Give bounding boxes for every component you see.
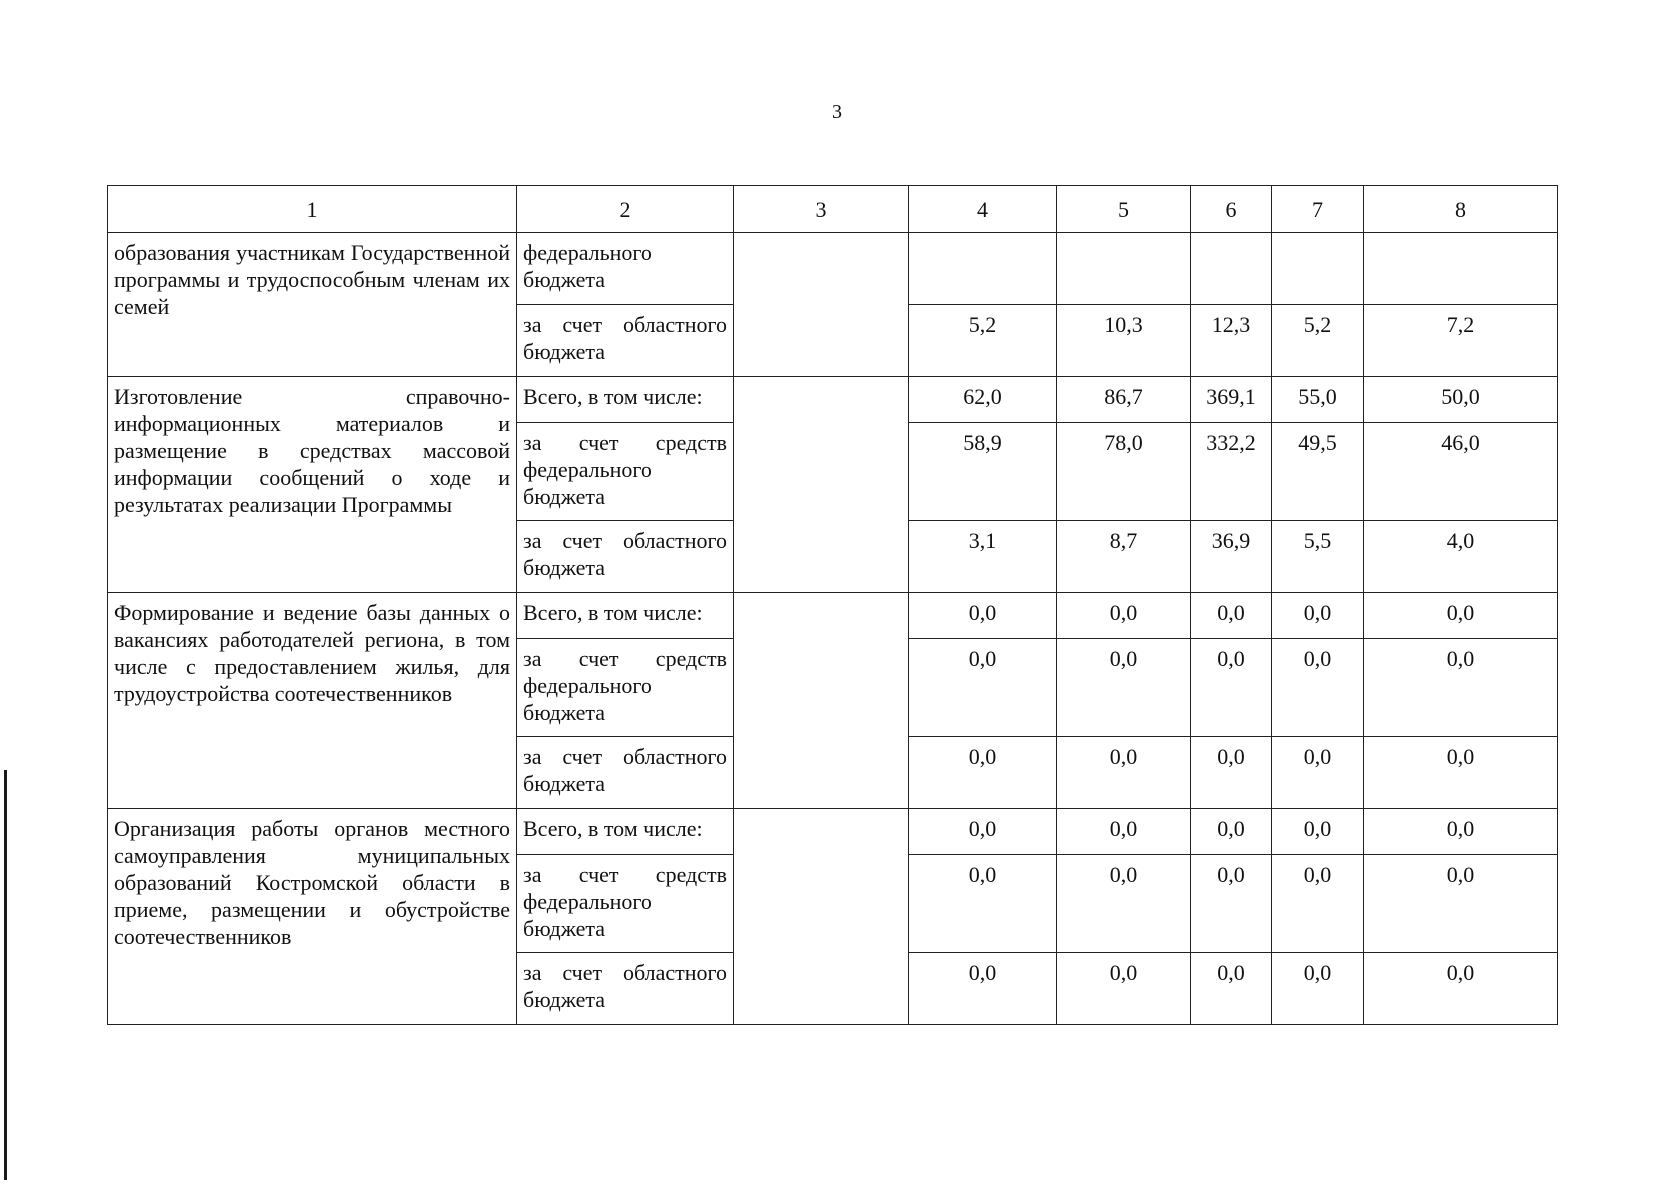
activity-cell: Изготовление справочно-информационных материалов и размещение в средствах массовой информации сообщений о ходе и результатах реализации Программы — [108, 377, 517, 593]
value-cell: 50,0 — [1364, 377, 1558, 423]
value-cell: 0,0 — [909, 593, 1057, 639]
value-cell: 0,0 — [1272, 809, 1364, 855]
header-cell: 5 — [1057, 186, 1191, 233]
value-cell: 332,2 — [1191, 423, 1272, 521]
value-cell: 12,3 — [1191, 305, 1272, 377]
funding-source-cell: Всего, в том числе: — [517, 809, 734, 855]
budget-table — [107, 185, 1558, 1025]
header-cell: 2 — [517, 186, 734, 233]
header-cell: 7 — [1272, 186, 1364, 233]
value-cell: 0,0 — [1057, 953, 1191, 1025]
value-cell — [1364, 233, 1558, 305]
value-cell: 0,0 — [1364, 809, 1558, 855]
value-cell: 78,0 — [1057, 423, 1191, 521]
value-cell: 0,0 — [909, 737, 1057, 809]
table-row — [108, 809, 1558, 855]
header-cell: 6 — [1191, 186, 1272, 233]
funding-source-cell: Всего, в том числе: — [517, 377, 734, 423]
value-cell: 0,0 — [1191, 953, 1272, 1025]
value-cell: 0,0 — [1364, 639, 1558, 737]
value-cell: 0,0 — [1272, 639, 1364, 737]
table-row — [108, 377, 1558, 423]
value-cell: 36,9 — [1191, 521, 1272, 593]
activity-cell: образования участникам Государственной программы и трудоспособным членам их семей — [108, 233, 517, 377]
header-cell: 1 — [108, 186, 517, 233]
column-3-cell — [734, 593, 909, 809]
value-cell: 5,2 — [1272, 305, 1364, 377]
column-3-cell — [734, 809, 909, 1025]
funding-source-cell: за счет средств федерального бюджета — [517, 855, 734, 953]
value-cell: 0,0 — [1364, 953, 1558, 1025]
value-cell: 10,3 — [1057, 305, 1191, 377]
value-cell: 0,0 — [1272, 855, 1364, 953]
value-cell: 4,0 — [1364, 521, 1558, 593]
value-cell: 0,0 — [1057, 855, 1191, 953]
page-number: 3 — [832, 101, 842, 123]
header-cell: 4 — [909, 186, 1057, 233]
value-cell: 0,0 — [1272, 593, 1364, 639]
table-row — [108, 593, 1558, 639]
value-cell: 5,5 — [1272, 521, 1364, 593]
activity-cell: Организация работы органов местного самоуправления муниципальных образований Костромской области в приеме, размещении и обустройстве соотечественников — [108, 809, 517, 1025]
value-cell: 0,0 — [1191, 593, 1272, 639]
value-cell: 0,0 — [909, 953, 1057, 1025]
value-cell: 369,1 — [1191, 377, 1272, 423]
funding-source-cell: за счет областного бюджета — [517, 305, 734, 377]
value-cell: 7,2 — [1364, 305, 1558, 377]
value-cell: 3,1 — [909, 521, 1057, 593]
value-cell — [909, 233, 1057, 305]
value-cell: 58,9 — [909, 423, 1057, 521]
funding-source-cell: за счет средств федерального бюджета — [517, 639, 734, 737]
table-header-row — [108, 186, 1558, 233]
value-cell: 62,0 — [909, 377, 1057, 423]
funding-source-cell: федерального бюджета — [517, 233, 734, 305]
value-cell: 0,0 — [1191, 737, 1272, 809]
value-cell: 0,0 — [1057, 593, 1191, 639]
value-cell: 0,0 — [1057, 737, 1191, 809]
value-cell: 0,0 — [909, 855, 1057, 953]
value-cell: 0,0 — [1364, 855, 1558, 953]
value-cell: 8,7 — [1057, 521, 1191, 593]
funding-source-cell: за счет областного бюджета — [517, 737, 734, 809]
value-cell: 49,5 — [1272, 423, 1364, 521]
value-cell: 0,0 — [1364, 737, 1558, 809]
value-cell: 0,0 — [909, 639, 1057, 737]
value-cell: 86,7 — [1057, 377, 1191, 423]
value-cell: 46,0 — [1364, 423, 1558, 521]
value-cell: 0,0 — [1191, 855, 1272, 953]
header-cell: 8 — [1364, 186, 1558, 233]
funding-source-cell: за счет областного бюджета — [517, 953, 734, 1025]
value-cell — [1057, 233, 1191, 305]
value-cell: 55,0 — [1272, 377, 1364, 423]
value-cell — [1272, 233, 1364, 305]
value-cell: 0,0 — [1057, 809, 1191, 855]
column-3-cell — [734, 233, 909, 377]
value-cell: 0,0 — [1191, 639, 1272, 737]
value-cell: 0,0 — [1191, 809, 1272, 855]
column-3-cell — [734, 377, 909, 593]
activity-cell: Формирование и ведение базы данных о вакансиях работодателей региона, в том числе с предоставлением жилья, для трудоустройства соотечественников — [108, 593, 517, 809]
funding-source-cell: Всего, в том числе: — [517, 593, 734, 639]
funding-source-cell: за счет областного бюджета — [517, 521, 734, 593]
value-cell: 0,0 — [1057, 639, 1191, 737]
value-cell: 0,0 — [909, 809, 1057, 855]
value-cell: 0,0 — [1272, 953, 1364, 1025]
value-cell: 5,2 — [909, 305, 1057, 377]
value-cell: 0,0 — [1364, 593, 1558, 639]
header-cell: 3 — [734, 186, 909, 233]
value-cell — [1191, 233, 1272, 305]
scan-edge-mark — [4, 770, 7, 1180]
funding-source-cell: за счет средств федерального бюджета — [517, 423, 734, 521]
table-row — [108, 233, 1558, 305]
value-cell: 0,0 — [1272, 737, 1364, 809]
